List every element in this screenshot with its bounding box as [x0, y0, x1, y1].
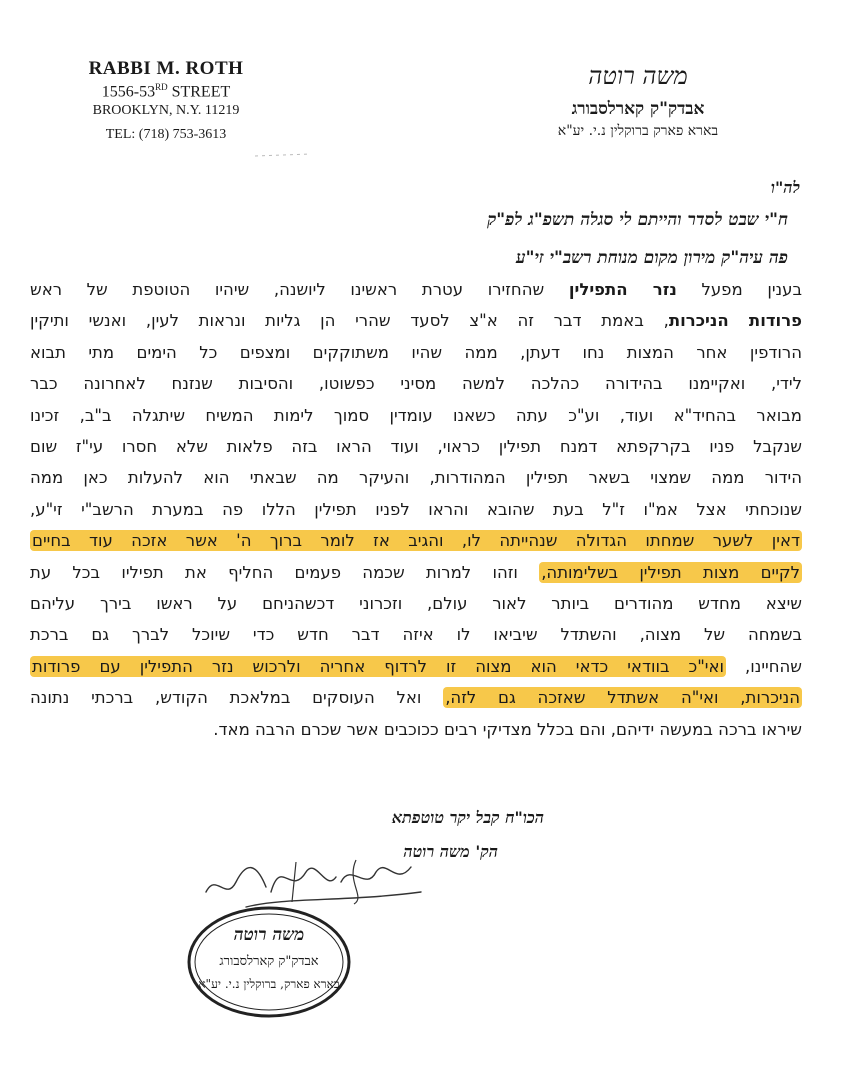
highlighted-text: לקיים מצות תפילין בשלימותה, — [541, 562, 800, 582]
bold-term: נזר התפילין — [568, 280, 677, 299]
body-line: הידור ממה שמצוי בשאר תפילין המהודרות, והעיקר מה שבאתי הוא להעלות כאן ממה — [30, 468, 802, 488]
body-line — [30, 525, 802, 556]
stamp-address: בארא פארק, ברוקלין נ.י. יע"א — [198, 977, 340, 991]
body-line: שהחיינו, ואי"כ בוודאי כדאי הוא מצוה זו לרדוף אחריה ולרכוש נזר התפילין עם פרודות — [32, 656, 802, 676]
hebrew-name: משה רוטה — [588, 62, 688, 90]
body-line: בשמחה של מצוה, והשתדל שיביאו לו איזה דבר חדש כדי שיוכל לברך גם ברכת — [30, 625, 802, 645]
date-line-1: ח"י שבט לסדר והייתם לי סגלה תשפ"ג לפ"ק — [487, 210, 788, 230]
telephone: TEL: (718) 753-3613 — [105, 127, 227, 143]
rabbi-stamp — [186, 905, 352, 1019]
body-line: לידי, ואקיימנו בהידורה כהלכה למשה מסיני כפשוטו, והסיבות שנזנח לאחרונה כבר — [30, 374, 802, 394]
body-line: שיצא מחדש מהודרים ביותר לאור עולם, וזכרוני דכשהניחם על ראשו בירך עליהם — [30, 594, 802, 614]
body-line: מבואר בהחיד"א ועוד, וע"כ עתה כשאנו עומדין סמוך לימות המשיח שיתגלה ב"ב, זכינו — [30, 405, 802, 425]
city-line: BROOKLYN, N.Y. 11219 — [92, 103, 240, 119]
highlighted-text: הניכרות, ואי"ה אשתדל שאזכה גם לזה, — [445, 688, 800, 708]
body-line: שנקבל פניו בקרקפתא דמנח תפילין כראוי, ועוד הראו בזה פלאות שלא חסרו עי"ז שום — [30, 437, 802, 457]
bold-term: פרודות הניכרות — [668, 311, 802, 331]
body-line: הרודפין אחר המצות נחו דעתן, ממה שהיו משתוקקים ומצפים כל הימים מתי תבוא — [30, 342, 802, 362]
hebrew-title: אבדק"ק קארלסבורג — [571, 99, 705, 119]
street-address — [76, 82, 256, 101]
greeting: לה"ו — [770, 178, 800, 197]
body-line: שיראו ברכה במעשה ידיהם, והם בכלל מצדיקי רבים ככוכבים אשר שכרם הרבה מאד. — [213, 719, 802, 739]
scan-specks — [255, 150, 315, 160]
signature-icon — [196, 852, 436, 912]
stamp-name: משה רוטה — [233, 925, 305, 945]
body-line: פרודות הניכרות, באמת דבר זה א"צ לסעד שהרי הן גליות ונראות לעין, ואנשי ותיקין — [30, 311, 802, 331]
body-line: הניכרות, ואי"ה אשתדל שאזכה גם לזה, ואל העוסקים במלאכת הקודש, ברכתי נתונה — [30, 688, 800, 708]
body-line: שנוכחתי אצל אמ"ו ז"ל בעת שהובא והראו לפניו תפילין הללו פה במערת הרשב"י זי"ע, — [30, 499, 802, 519]
body-line: בענין מפעל נזר התפילין שהחזירו עטרת ראשינו ליושנה, שיהיו הטוטפת של ראש — [30, 280, 802, 299]
rabbi-name: RABBI M. ROTH — [88, 58, 244, 79]
closing-line: הכו"ח קבל יקר טוטפתא — [391, 808, 544, 827]
stamp-title: אבדק"ק קארלסבורג — [219, 954, 319, 969]
street-suffix: RD — [155, 82, 168, 92]
body-line: לקיים מצות תפילין בשלימותה, וזהו למרות שכמה פעמים החליף את תפיליו בכל עת — [30, 562, 800, 582]
signer-name: הק' משה רוטה — [403, 842, 498, 861]
letterhead-hebrew — [508, 62, 768, 140]
highlighted-text: ואי"כ בוודאי כדאי הוא מצוה זו לרדוף אחריה ולרכוש נזר התפילין עם פרודות — [32, 656, 725, 676]
highlighted-text: דאין לשער שמחתו הגדולה שנהייתה לו, והגיב אז לומר ברוך ה' אשר אזכה עוד בחיים — [32, 531, 800, 551]
letter-body — [30, 274, 802, 745]
letterhead-english — [76, 58, 256, 143]
hebrew-address: בארא פארק ברוקלין נ.י. יע"א — [557, 123, 719, 139]
street-word: STREET — [167, 83, 231, 101]
date-line-2: פה עיה"ק מירון מקום מנוחת רשב"י זי"ע — [516, 248, 788, 268]
street-number: 1556-53 — [101, 83, 156, 101]
